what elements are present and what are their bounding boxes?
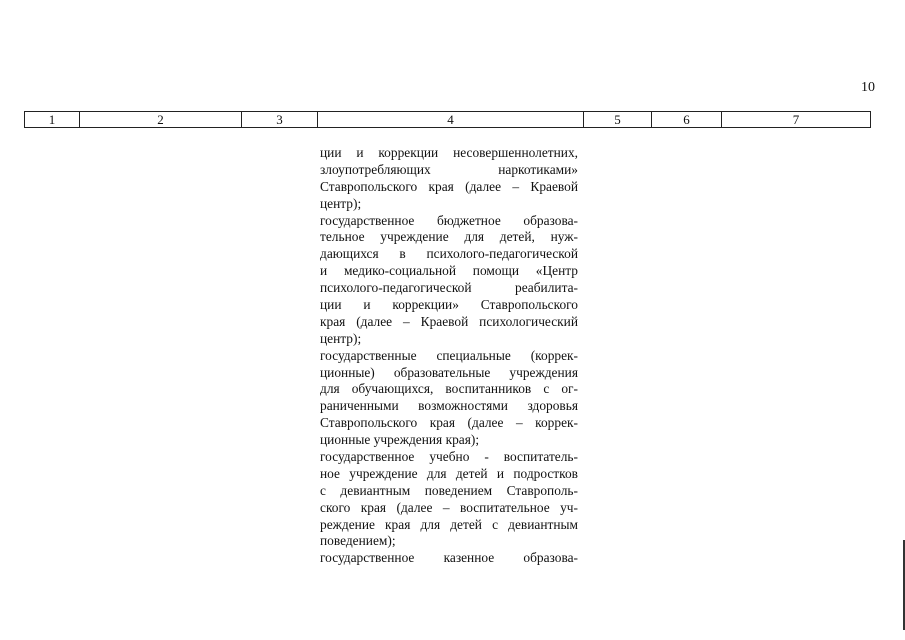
text-line: Ставропольского края (далее – Краевой [320,178,578,194]
text-line: ского края (далее – воспитательное уч- [320,499,578,515]
text-line: ное учреждение для детей и подростков [320,465,578,481]
text-line: ционные учреждения края); [320,432,480,448]
column-number-2: 2 [80,112,242,128]
column-number-header-table [24,111,871,128]
text-line: ции и коррекции несовершеннолетних, [320,145,578,160]
text-line: государственные специальные (коррек- [320,347,578,363]
text-line: дающихся в психолого-педагогической [320,246,578,262]
text-line: ции и коррекции» Ставропольского [320,297,578,313]
text-line: психолого-педагогической реабилита- [320,280,578,296]
text-line: ционные) образовательные учреждения [320,364,578,380]
page-number: 10 [861,80,875,95]
text-line: государственное казенное образова- [320,550,578,566]
text-line: центр); [320,195,362,211]
column-number-7: 7 [722,112,871,128]
text-line: и медико-социальной помощи «Центр [320,263,578,279]
column-number-1: 1 [25,112,80,128]
text-line: государственное учебно - воспитатель- [320,449,578,465]
column-number-3: 3 [242,112,318,128]
column-number-row [25,112,871,128]
column-4-text [320,145,578,567]
text-line: центр); [320,330,362,346]
text-line: государственное бюджетное образова- [320,212,578,228]
text-line: тельное учреждение для детей, нуж- [320,229,578,245]
column-number-6: 6 [652,112,722,128]
text-line: для обучающихся, воспитанников с ог- [320,381,578,397]
text-line: реждение края для детей с девиантным [320,516,578,532]
text-line: с девиантным поведением Ставрополь- [320,482,578,498]
text-line: поведением); [320,533,396,549]
text-line: края (далее – Краевой психологический [320,313,578,329]
column-number-4: 4 [318,112,584,128]
text-line: раниченными возможностями здоровья [320,398,578,414]
text-line: Ставропольского края (далее – коррек- [320,415,578,431]
column-number-5: 5 [584,112,652,128]
text-line: злоупотребляющих наркотиками» [320,161,578,177]
